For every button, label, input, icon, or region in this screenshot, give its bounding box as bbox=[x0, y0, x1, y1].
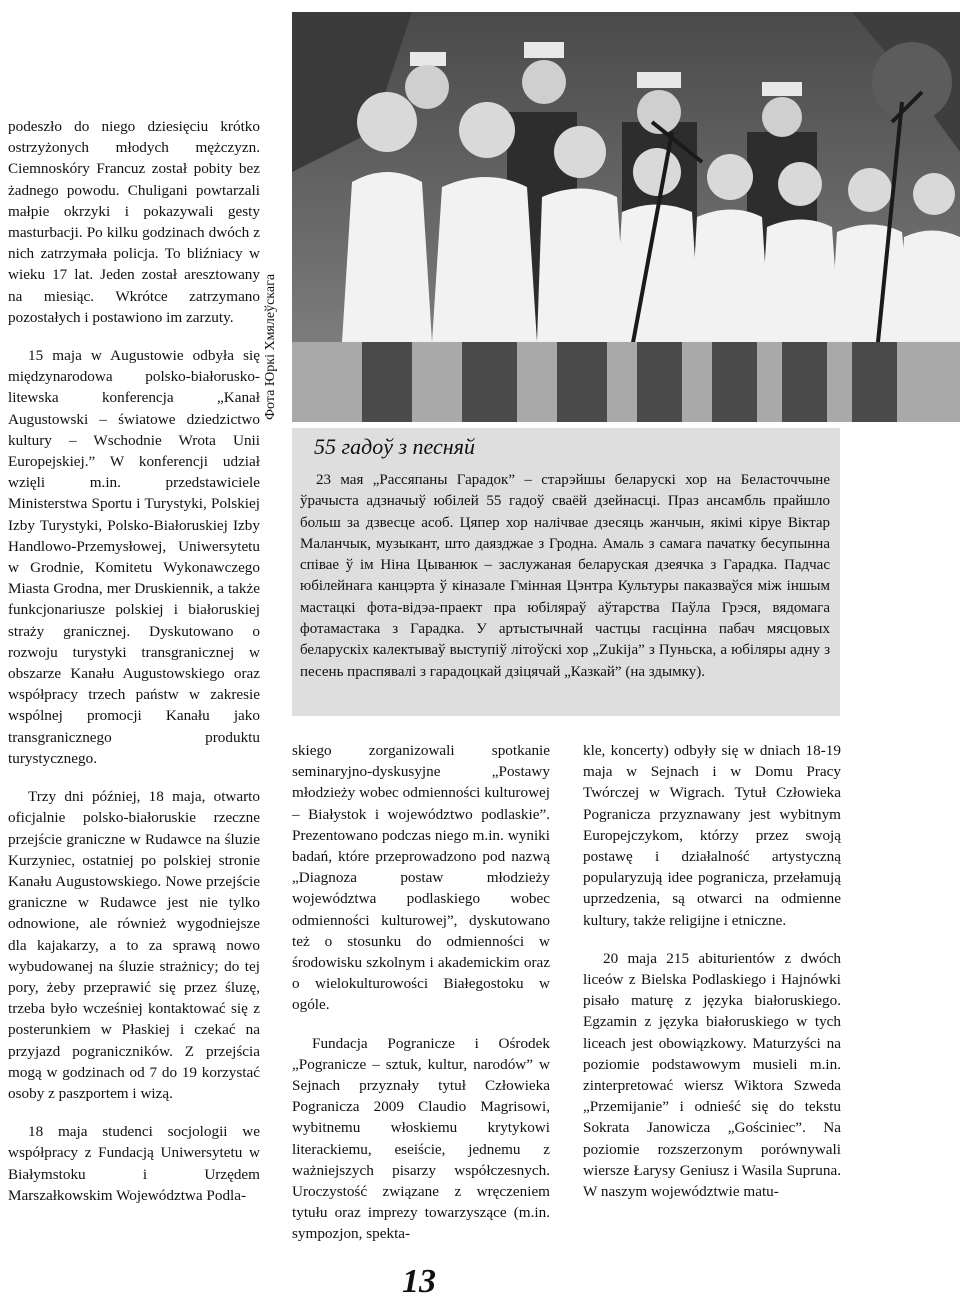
paragraph: Fundacja Pogranicze i Ośrodek „Pogranicze – sztuk, kultur, narodów” w Sejnach przyznały tytuł Człowieka Pogranicza 2009 Claudio Magrisowi, wybitnemu włoskiemu krytykowi literackiemu, eseiście, jednemu z ważniejszych pisarzy współczesnych. Uroczystość związane z wręczeniem tytułu oraz imprezy towarzyszące (m.in. sympozjon, spekta- bbox=[292, 1034, 550, 1243]
caption-text: 23 мая „Рассяпаны Гарадок” – старэйшы беларускі хор на Беласточчыне ўрачыста адзначыў юбілей 55 гадоў сваёй дзейнасці. Праз ансамбль прайшло больш за дзвесце асоб. Цяпер хор налічвае дзесяць жанчын, якімі кіруе Віктар Маланчык, музыкант, што даязджае з Гродна. Амаль з самага пачатку бесупынна співае ў ім Ніна Цыванюк – заслужаная беларуская дзеячка з Гарадка. Падчас юбілейнага канцэрта ў кіназале Гмінная Цэнтра Культуры паказваўся між іншым мастацкі фота-відэа-праект пра юбіляраў аўтарства Паўла Грэся, вядомага фотамастака з Гарадка. У артыстычнай частцы гасцінна пабач мясцовых беларускіх калектываў выступіў літоўскі хор „Zukija” з Пуньска, а юбіляры адну з песень праспявалі з гарадоцкай дзіцячай „Казкай” (на здымку). bbox=[300, 472, 830, 680]
paragraph: 20 maja 215 abiturientów z dwóch liceów z Bielska Podlaskiego i Hajnówki pisało maturę z języka białoruskiego. Egzamin z języka białoruskiego w tych liceach jest obowiązkowy. Maturzyści na poziomie podstawowym musieli m.in. zinterpretować wiersz Wiktora Szweda „Przemijanie” i odnieść się do tekstu Sokrata Janowicza „Gościniec”. Na poziomie rozszerzonym porównywali wiersze Łarysy Geniusz i Wasila Supruna. W naszym województwie matu- bbox=[583, 949, 841, 1201]
page-number: 13 bbox=[402, 1263, 436, 1300]
paragraph: kle, koncerty) odbyły się w dniach 18-19 maja w Sejnach i w Domu Pracy Twórczej w Wigrach. Tytuł Człowieka Pogranicza przyznawany jest wybitnym Europejczykom, którzy przez swoją postawę i działalność artystyczną popularyzują idee pogranicza, przełamują uprzedzenia, są otwarci na odmienne kultury, także religijne i etniczne. bbox=[583, 742, 841, 929]
choir-photo-illustration bbox=[292, 12, 960, 422]
article-column-3 bbox=[583, 740, 841, 1219]
paragraph: 18 maja studenci socjologii we współpracy z Fundacją Uniwersytetu w Białymstoku i Urzędem Marszałkowskim Województwa Podla- bbox=[8, 1123, 260, 1204]
paragraph: podeszło do niego dziesięciu krótko ostrzyżonych młodych mężczyzn. Ciemnoskóry Francuz został pobity bez żadnego powodu. Chuligani powtarzali małpie okrzyki i pokazywali gesty masturbacji. Po kilku godzinach dwóch z nich zatrzymała policja. To bliźniacy w wieku 17 lat. Jeden został aresztowany na miesiąc. Wkrótce zatrzymano pozostałych i postawiono im zarzuty. bbox=[8, 118, 260, 326]
photo-caption-box bbox=[292, 428, 840, 716]
article-column-2 bbox=[292, 740, 550, 1262]
article-column-1 bbox=[8, 116, 260, 1223]
caption-title: 55 гадоў з песняй bbox=[314, 434, 475, 459]
paragraph: Trzy dni później, 18 maja, otwarto oficjalnie polsko-białoruskie rzeczne przejście graniczne w Rudawce na śluzie Kurzyniec, ostatniej po polskiej stronie Kanału Augustowskiego. Nowe przejście graniczne w Rudawce jest nie tylko odnowione, ale również wygodniejsze dla kajakarzy, a to za sprawą nowo wybudowanej na śluzie strażnicy; do tej pory, żeby przeprawić się przez śluzę, trzeba było wcześniej kontaktować się z posterunkiem w Płaskiej i czekać na przyjazd pograniczników. Z przejścia mogą w godzinach od 7 do 19 korzystać osoby z paszportem i wizą. bbox=[8, 788, 260, 1102]
photo-credit: Фота Юркі Хмялеўскага bbox=[263, 273, 278, 420]
paragraph: skiego zorganizowali spotkanie seminaryjno-dyskusyjne „Postawy młodzieży wobec odmienności kulturowej – Białystok i województwo podlaskie”. Prezentowano podczas niego m.in. wyniki badań, które przeprowadzono pod nazwą „Diagnoza postaw młodzieży województwa podlaskiego wobec odmienności kulturowej”, dyskutowano też o stosunku do odmienności w środowisku szkolnym i akademickim oraz o wielokulturowości Białegostoku w ogóle. bbox=[292, 742, 550, 1014]
paragraph: 15 maja w Augustowie odbyła się międzynarodowa polsko-białorusko-litewska konferencja „Kanał Augustowski – światowe dziedzictwo kultury – Wschodnie Wrota Unii Europejskiej.” W konferencji udział wzięli m.in. przedstawiciele Ministerstwa Sportu i Turystyki, Polskiej Izby Turystyki, Polsko-Białoruskiej Izby Handlowo-Przemysłowej, Uniwersytetu w Grodnie, Komitetu Wykonawczego Miasta Grodna, mer Druskiennik, a także funkcjonariusze polskiej i białoruskiej straży granicznej. Dyskutowano o rozwoju turystyki transgranicznej w obszarze Kanału Augustowskiego oraz współpracy trzech państw w zakresie wspólnej promocji Kanału jako transgranicznego produktu turystycznego. bbox=[8, 347, 260, 767]
choir-photo bbox=[292, 12, 960, 422]
